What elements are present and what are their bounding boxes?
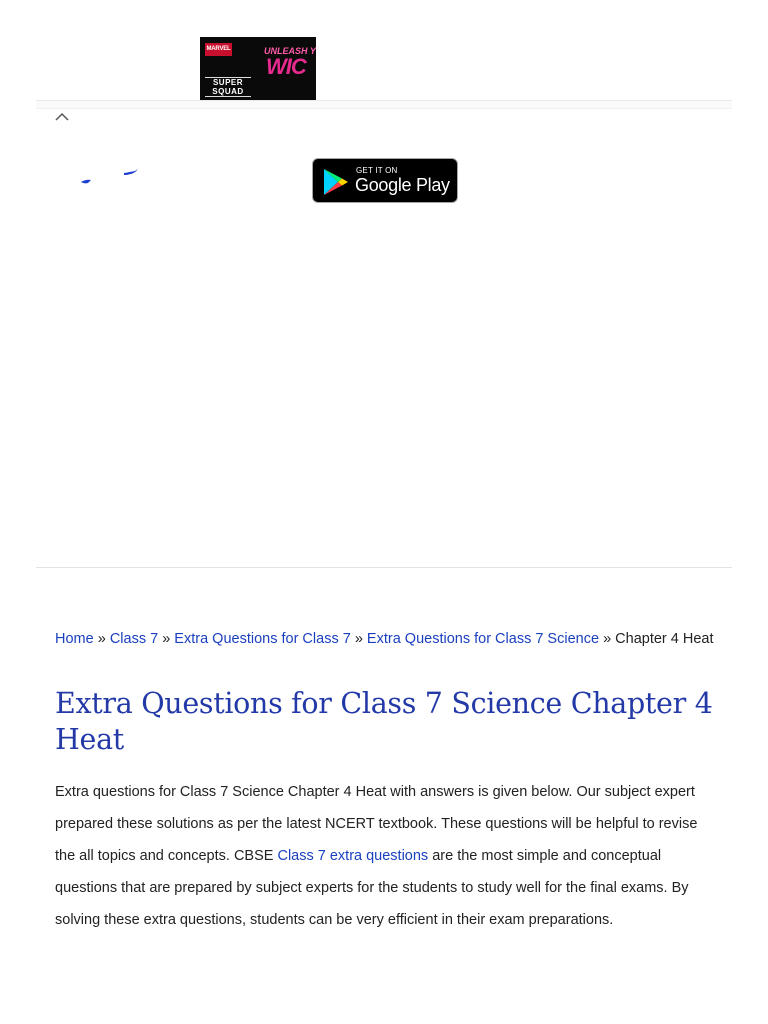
google-play-icon [323, 168, 349, 196]
play-badge-store-name: Google Play [355, 175, 450, 195]
breadcrumb-extra-questions-class-7[interactable]: Extra Questions for Class 7 [174, 631, 351, 647]
ad-tagline: UNLEASH Y [264, 46, 316, 56]
breadcrumb [55, 628, 715, 650]
ad-logo-bottom: SQUAD [212, 87, 244, 96]
google-play-badge[interactable] [312, 158, 458, 203]
breadcrumb-separator: » [603, 631, 616, 647]
intro-text-after: are the most simple and conceptual questions that are prepared by subject experts for the students to study well for the final exams. By solving these extra questions, students can be very efficient in their exam preparations. [55, 848, 689, 928]
chevron-up-icon [55, 112, 69, 121]
breadcrumb-separator: » [97, 631, 110, 647]
breadcrumb-current: Chapter 4 Heat [615, 631, 714, 647]
play-badge-small-text: GET IT ON [356, 166, 398, 175]
ad-logo [205, 77, 251, 97]
collapse-ad-button[interactable] [53, 108, 71, 124]
top-banner-ad[interactable] [200, 37, 316, 101]
intro-text-before: Extra questions for Class 7 Science Chapter 4 Heat with answers is given below. Our subject expert prepared these solutions as per the latest NCERT textbook. These questions will be helpful to revise the all topics and concepts. CBSE [55, 784, 698, 864]
class-7-extra-questions-link[interactable]: Class 7 extra questions [277, 848, 429, 864]
breadcrumb-extra-questions-class-7-science[interactable]: Extra Questions for Class 7 Science [366, 631, 600, 647]
ad-brand-badge: MARVEL [205, 43, 232, 56]
breadcrumb-home[interactable]: Home [55, 631, 94, 647]
ad-divider [36, 100, 732, 109]
ad-logo-top: SUPER [212, 78, 244, 87]
ad-logo-mark-icon [78, 166, 142, 188]
ad-headline: WIC [266, 54, 306, 79]
page-title: Extra Questions for Class 7 Science Chapter 4 Heat [55, 687, 713, 756]
breadcrumb-separator: » [354, 631, 367, 647]
breadcrumb-class-7[interactable]: Class 7 [109, 631, 159, 647]
breadcrumb-separator: » [162, 631, 175, 647]
intro-paragraph [55, 776, 720, 936]
